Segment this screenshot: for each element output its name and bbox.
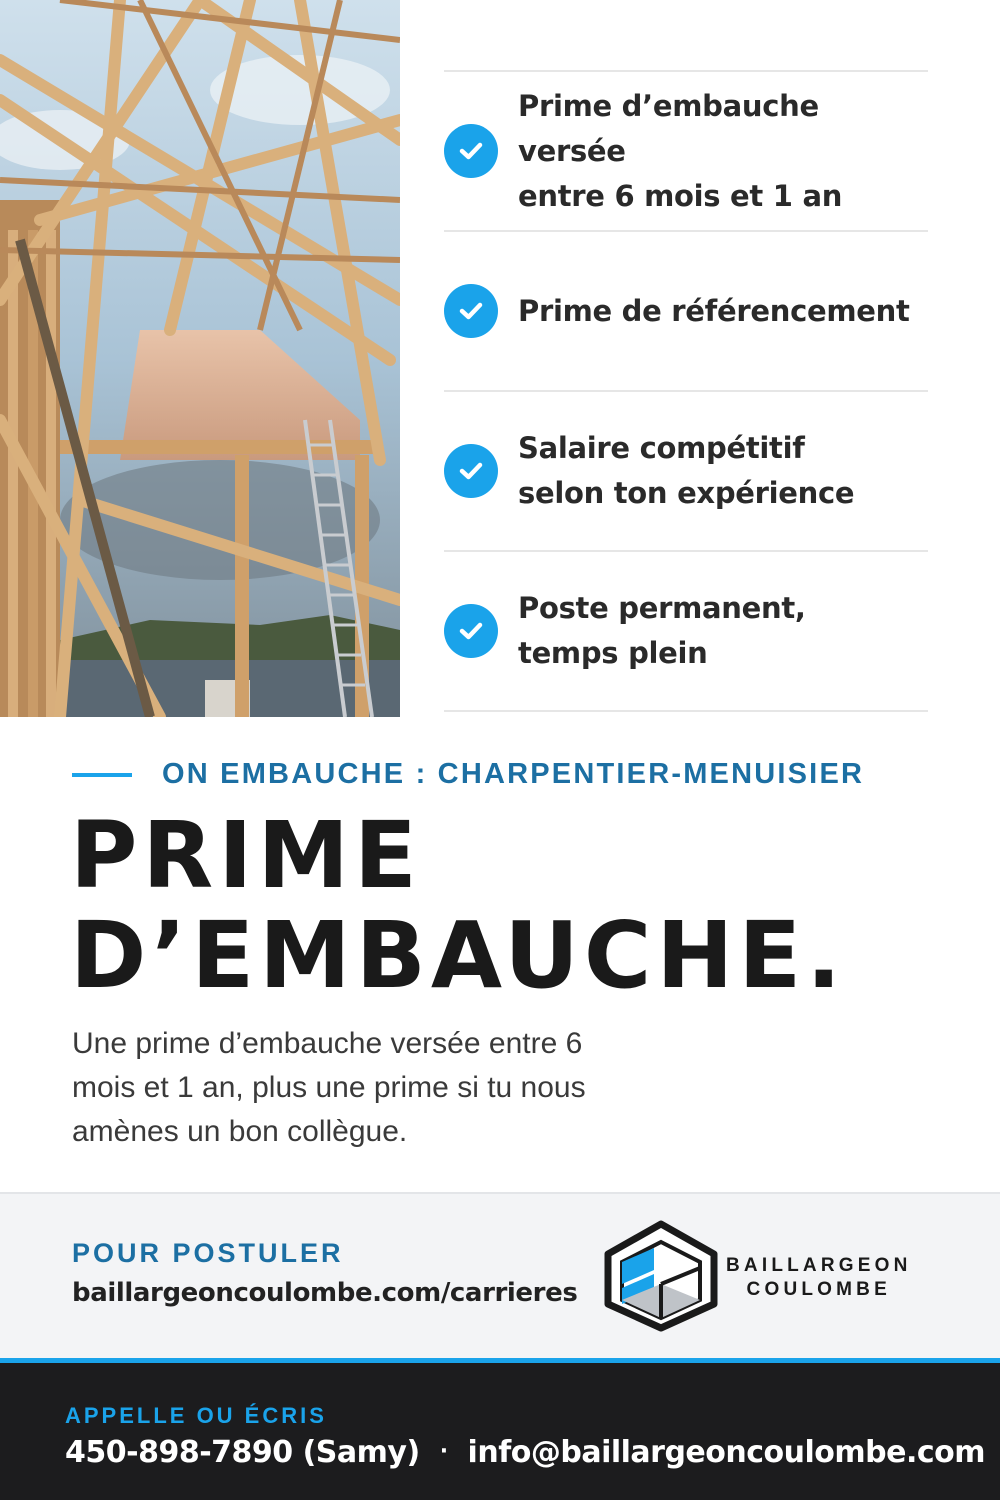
eyebrow-text: ON EMBAUCHE : CHARPENTIER-MENUISIER bbox=[162, 758, 865, 790]
body-text: Une prime d’embauche versée entre 6 mois et 1 an, plus une prime si tu nous amènes un bon collègue. bbox=[72, 1027, 586, 1148]
careers-link[interactable]: baillargeoncoulombe.com/carrieres bbox=[72, 1278, 578, 1308]
headline: PRIME D’EMBAUCHE. bbox=[70, 802, 847, 1009]
construction-photo bbox=[0, 0, 400, 717]
contact-line bbox=[65, 1435, 985, 1470]
apply-section bbox=[0, 1192, 1000, 1360]
benefit-text: Prime d’embauche versée entre 6 mois et 1 an bbox=[518, 88, 843, 213]
check-icon bbox=[444, 604, 498, 658]
benefit-text: Poste permanent, temps plein bbox=[518, 591, 806, 670]
check-icon bbox=[444, 444, 498, 498]
benefit-item bbox=[444, 230, 928, 390]
eyebrow-rule bbox=[72, 773, 132, 777]
check-icon bbox=[444, 284, 498, 338]
contact-label: APPELLE OU ÉCRIS bbox=[65, 1403, 327, 1428]
benefit-item bbox=[444, 390, 928, 550]
logo-line-1: BAILLARGEON bbox=[726, 1255, 912, 1276]
logo-line-2: COULOMBE bbox=[746, 1279, 891, 1300]
apply-label: POUR POSTULER bbox=[72, 1238, 344, 1268]
check-icon bbox=[444, 124, 498, 178]
benefit-item bbox=[444, 70, 928, 230]
company-logo bbox=[602, 1220, 932, 1332]
benefits-list bbox=[444, 70, 928, 712]
job-eyebrow bbox=[72, 758, 864, 791]
benefit-text: Prime de référencement bbox=[518, 293, 910, 328]
contact-separator: · bbox=[439, 1439, 448, 1464]
benefit-item bbox=[444, 550, 928, 712]
email-link[interactable]: info@baillargeoncoulombe.com bbox=[467, 1435, 986, 1470]
contact-footer bbox=[0, 1363, 1000, 1500]
benefit-text: Salaire compétitif selon ton expérience bbox=[518, 431, 855, 510]
logo-cube-icon bbox=[602, 1220, 720, 1332]
phone-link[interactable]: 450-898-7890 (Samy) bbox=[65, 1435, 420, 1470]
logo-wordmark bbox=[726, 1254, 912, 1302]
